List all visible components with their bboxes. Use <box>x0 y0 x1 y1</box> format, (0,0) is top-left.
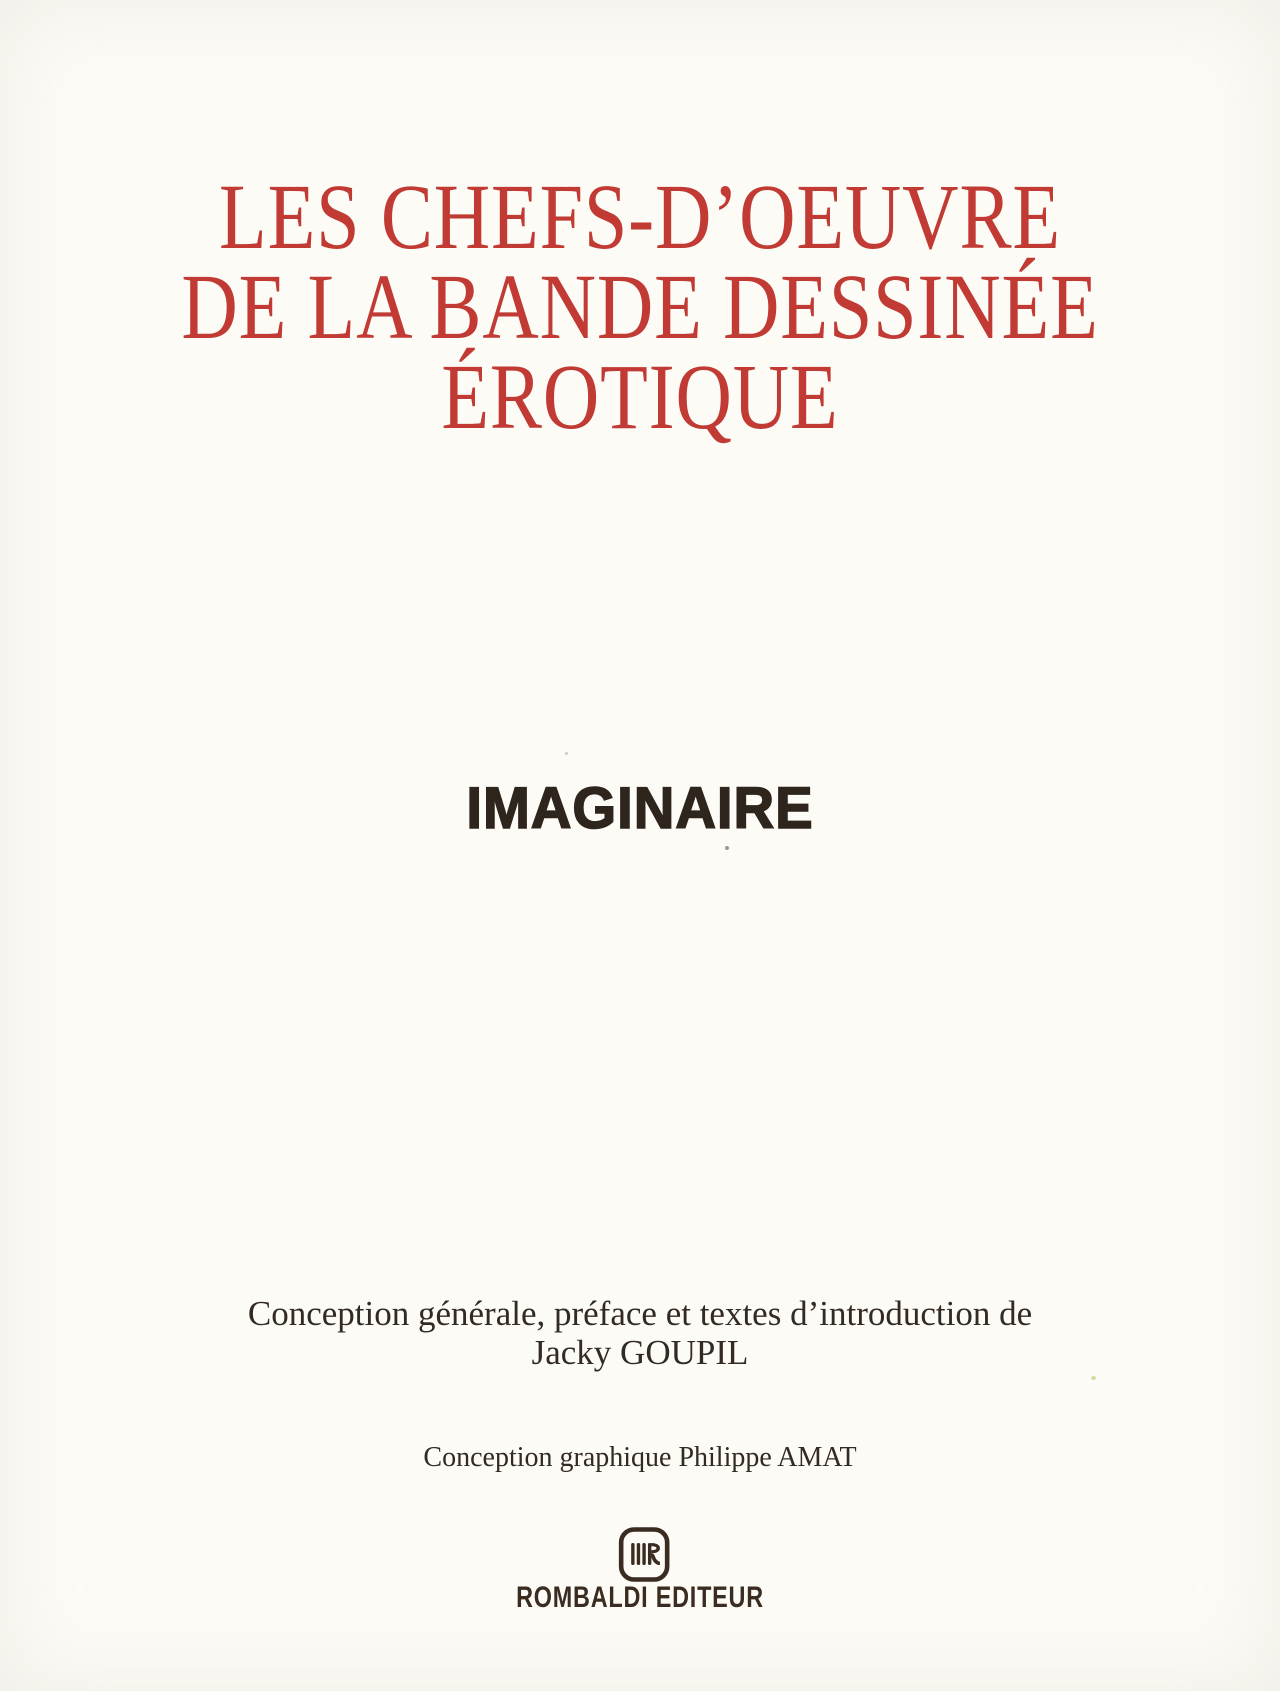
book-title-line-2: DE LA BANDE DESSINÉE <box>181 256 1099 359</box>
credits <box>0 1294 1280 1372</box>
rombaldi-monogram-icon <box>618 1526 670 1583</box>
credits-line-1: Conception générale, préface et textes d’introduction de <box>247 1294 1033 1333</box>
book-title <box>0 166 1280 449</box>
graphic-design-credit: Conception graphique Philippe AMAT <box>423 1442 857 1473</box>
credits-author: Jacky GOUPIL <box>531 1333 749 1372</box>
scan-speck <box>565 752 568 755</box>
book-title-line-1: LES CHEFS-D’OEUVRE <box>219 166 1061 269</box>
publisher-name: ROMBALDI EDITEUR <box>516 1581 764 1614</box>
scan-speck <box>1091 1376 1096 1380</box>
collection-name: IMAGINAIRE <box>466 776 814 841</box>
book-title-line-3: ÉROTIQUE <box>441 346 839 449</box>
scan-speck <box>725 846 729 850</box>
